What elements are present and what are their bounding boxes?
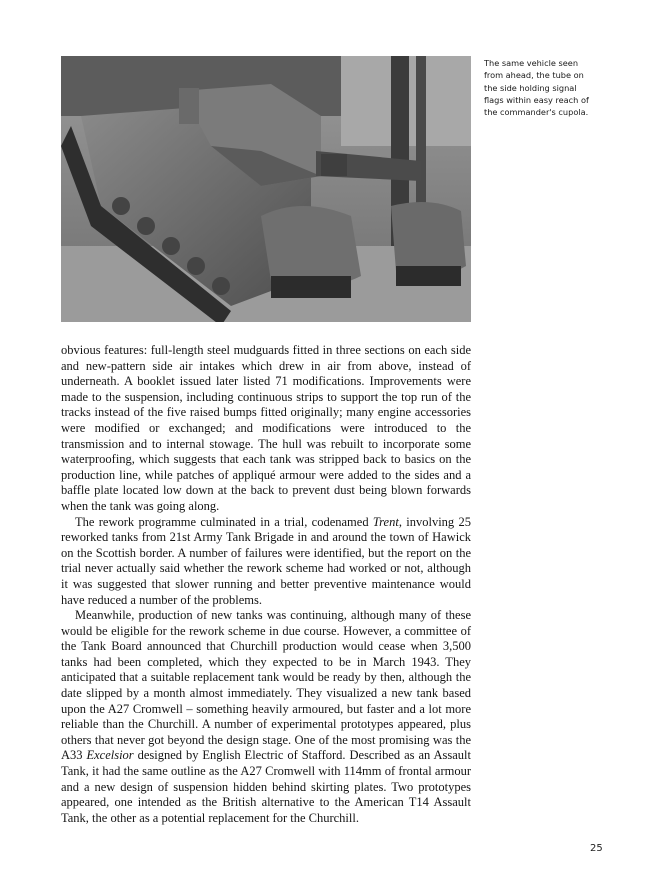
body-paragraph [61, 515, 471, 609]
page-number: 25 [590, 843, 603, 854]
paragraph-text: Meanwhile, production of new tanks was continuing, although many of these would be eligible for the rework scheme in due course. However, a committee of the Tank Board announced that Churchill production would cease when 3,500 tanks had been completed, which they expected to be in March 1943. They anticipated that a suitable replacement tank would be ready by then, although the date slipped by a month almost immediately. They visualized a new tank based upon the A27 Cromwell – something heavily armoured, but faster and a lot more reliable than the Churchill. A number of experimental prototypes appeared, plus others that never got beyond the design stage. One of the most promising was the A33 [61, 608, 471, 763]
body-text [61, 343, 471, 826]
paragraph-text: designed by English Electric of Stafford. Described as an Assault Tank, it had the same outline as the A27 Cromwell with 114mm of frontal armour and a new design of suspension hidden behind skirting plates. Two prototypes appeared, one intended as the British alternative to the American T14 Assault Tank, the other as a potential replacement for the Churchill. [61, 748, 471, 825]
paragraph-text: The rework programme culminated in a trial, codenamed [75, 514, 373, 529]
body-paragraph [61, 343, 471, 515]
paragraph-text: , involving 25 reworked tanks from 21st Army Tank Brigade in and around the town of Hawick on the Scottish border. A number of failures were identified, but the report on the trial never actually said whether the rework scheme had worked or not, although it was suggested that slower running and better preventive maintenance would have reduced a number of the problems. [61, 514, 471, 607]
italic-term: Trent [372, 514, 399, 529]
paragraph-text: obvious features: full-length steel mudguards fitted in three sections on each side and new-pattern side air intakes which drew in air from above, instead of underneath. A booklet issued later listed 71 modifications. Improvements were made to the suspension, including continuous strips to support the top run of the tracks instead of the five raised bumps fitted originally; many engine accessories were modified or exchanged; and modifications were introduced to the transmission and to internal stowage. The hull was rebuilt to incorporate some waterproofing, which suggests that each tank was stripped back to basics on the production line, while patches of appliqué armour were added to the sides and a baffle plate located low down at the back to prevent dust being blown forwards when the tank was going along. [61, 343, 471, 513]
photo-caption: The same vehicle seen from ahead, the tube on the side holding signal flags within easy reach of the commander's cupola. [484, 58, 589, 118]
body-paragraph [61, 608, 471, 826]
italic-term: Excelsior [86, 748, 134, 763]
tank-photograph [61, 56, 471, 322]
